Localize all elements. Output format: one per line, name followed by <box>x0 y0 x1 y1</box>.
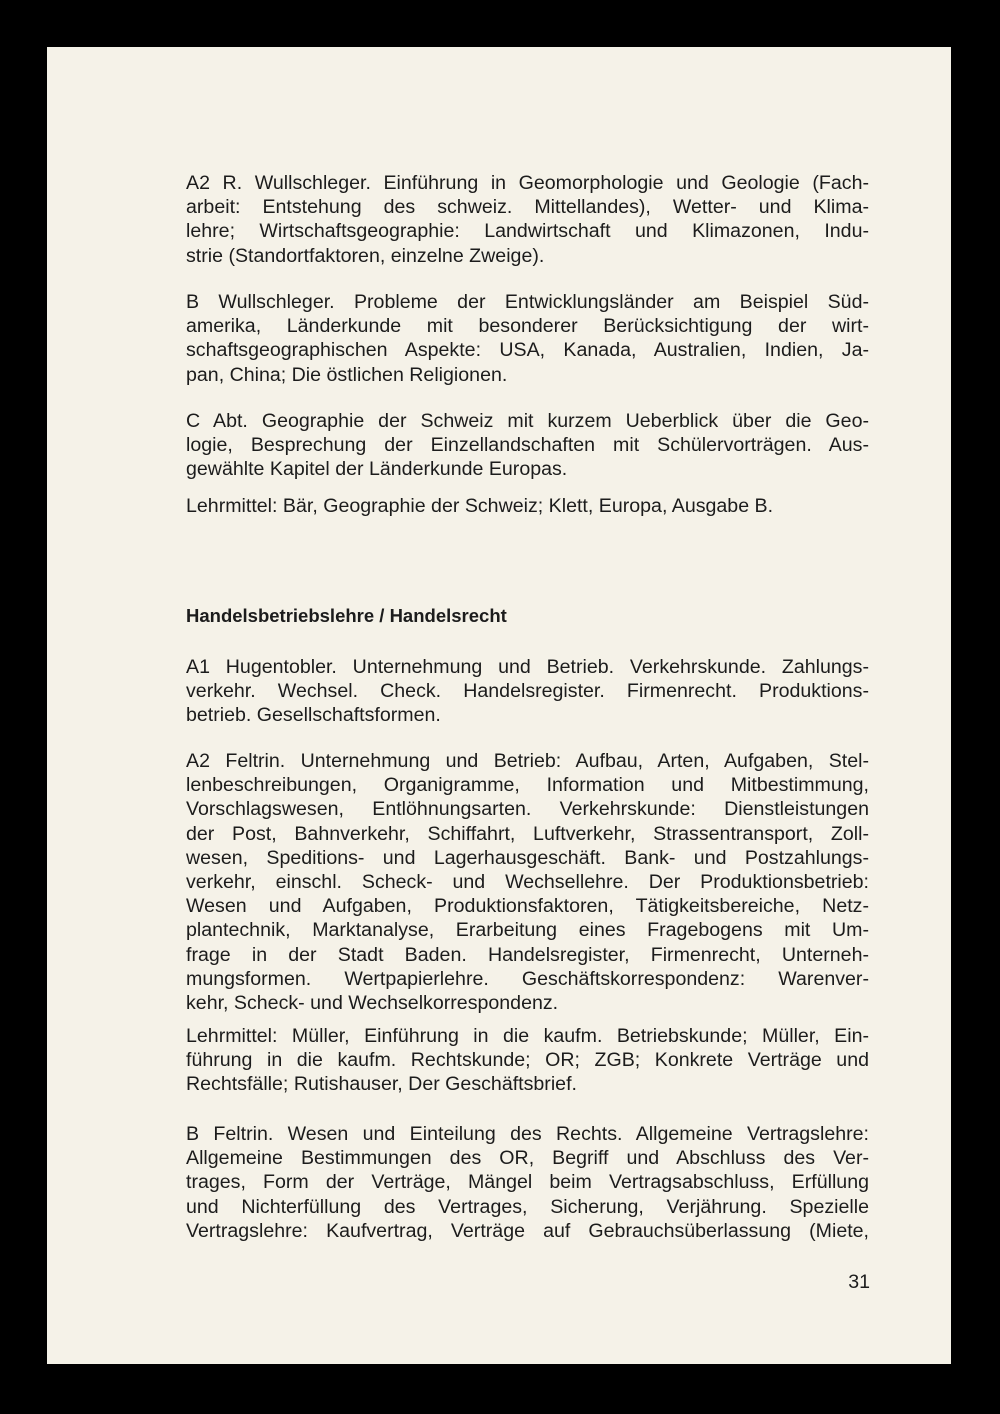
text-line: verkehr. Wechsel. Check. Handelsregister. Firmenrecht. Produktions- <box>186 680 869 703</box>
text-line: Rechtsfälle; Rutishauser, Der Geschäftsbrief. <box>186 1073 577 1096</box>
paragraph-geography-b <box>186 290 869 387</box>
paragraph-geography-c <box>186 409 869 482</box>
text-line: frage in der Stadt Baden. Handelsregister, Firmenrecht, Unterneh- <box>186 943 869 966</box>
text-line: B Feltrin. Wesen und Einteilung des Rechts. Allgemeine Vertragslehre: <box>186 1123 869 1145</box>
text-line: amerika, Länderkunde mit besonderer Berücksichtigung der wirt- <box>186 315 869 338</box>
paragraph-geography-a2 <box>186 171 869 268</box>
text-line: A2 Feltrin. Unternehmung und Betrieb: Aufbau, Arten, Aufgaben, Stel- <box>186 750 869 772</box>
paragraph-geography-lehrmittel <box>186 494 869 518</box>
text-line: Allgemeine Bestimmungen des OR, Begriff und Abschluss des Ver- <box>186 1147 869 1170</box>
text-line: C Abt. Geographie der Schweiz mit kurzem Ueberblick über die Geo- <box>186 410 869 432</box>
text-line: lenbeschreibungen, Organigramme, Information und Mitbestimmung, <box>186 774 869 797</box>
text-line: logie, Besprechung der Einzellandschaften mit Schülervorträgen. Aus- <box>186 434 869 457</box>
text-line: verkehr, einschl. Scheck- und Wechsellehre. Der Produktionsbetrieb: <box>186 871 869 894</box>
text-line: der Post, Bahnverkehr, Schiffahrt, Luftverkehr, Strassentransport, Zoll- <box>186 822 869 845</box>
text-line: Wesen und Aufgaben, Produktionsfaktoren, Tätigkeitsbereiche, Netz- <box>186 895 869 918</box>
text-line: B Wullschleger. Probleme der Entwicklungsländer am Beispiel Süd- <box>186 291 869 313</box>
text-line: gewählte Kapitel der Länderkunde Europas. <box>186 458 568 481</box>
text-line: A1 Hugentobler. Unternehmung und Betrieb. Verkehrskunde. Zahlungs- <box>186 656 869 678</box>
text-line: Vorschlagswesen, Entlöhnungsarten. Verkehrskunde: Dienstleistungen <box>186 798 869 821</box>
text-line: Vertragslehre: Kaufvertrag, Verträge auf Gebrauchsüberlassung (Miete, <box>186 1219 869 1242</box>
text-line: führung in die kaufm. Rechtskunde; OR; ZGB; Konkrete Verträge und <box>186 1049 869 1072</box>
text-line: trages, Form der Verträge, Mängel beim Vertragsabschluss, Erfüllung <box>186 1171 869 1194</box>
text-line: strie (Standortfaktoren, einzelne Zweige). <box>186 244 545 267</box>
text-line: Lehrmittel: Bär, Geographie der Schweiz; Klett, Europa, Ausgabe B. <box>186 495 774 517</box>
page-number: 31 <box>848 1271 870 1293</box>
text-line: pan, China; Die östlichen Religionen. <box>186 363 508 386</box>
section-heading: Handelsbetriebslehre / Handelsrecht <box>186 605 507 626</box>
paragraph-handel-lehrmittel <box>186 1024 869 1097</box>
text-line: kehr, Scheck- und Wechselkorrespondenz. <box>186 992 559 1015</box>
text-line: und Nichterfüllung des Vertrages, Sicherung, Verjährung. Spezielle <box>186 1195 869 1218</box>
text-line: betrieb. Gesellschaftsformen. <box>186 704 441 727</box>
text-line: schaftsgeographischen Aspekte: USA, Kanada, Australien, Indien, Ja- <box>186 339 869 362</box>
text-line: A2 R. Wullschleger. Einführung in Geomorphologie und Geologie (Fach- <box>186 172 869 194</box>
text-line: Lehrmittel: Müller, Einführung in die kaufm. Betriebskunde; Müller, Ein- <box>186 1025 869 1047</box>
paragraph-handel-a1 <box>186 655 869 728</box>
paragraph-handel-b <box>186 1122 869 1243</box>
text-line: mungsformen. Wertpapierlehre. Geschäftskorrespondenz: Warenver- <box>186 967 869 990</box>
text-line: lehre; Wirtschaftsgeographie: Landwirtschaft und Klimazonen, Indu- <box>186 220 869 243</box>
text-line: arbeit: Entstehung des schweiz. Mittellandes), Wetter- und Klima- <box>186 196 869 219</box>
text-line: plantechnik, Marktanalyse, Erarbeitung eines Fragebogens mit Um- <box>186 919 869 942</box>
paragraph-handel-a2 <box>186 749 869 1015</box>
text-line: wesen, Speditions- und Lagerhausgeschäft. Bank- und Postzahlungs- <box>186 846 869 869</box>
